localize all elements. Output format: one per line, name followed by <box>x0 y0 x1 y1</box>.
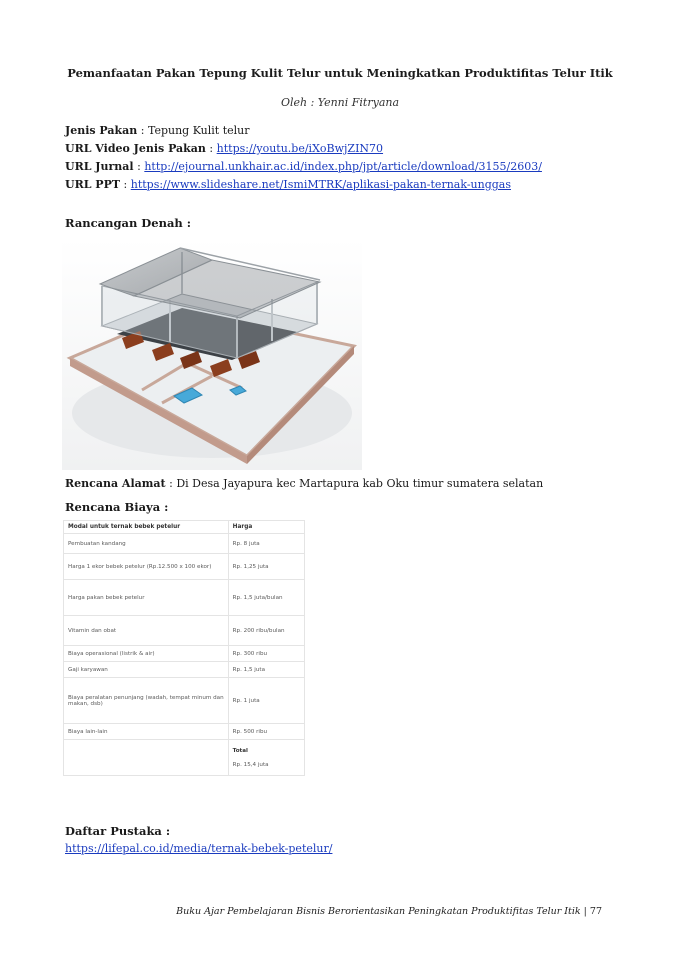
total-value: Rp. 15,4 juta <box>232 761 269 768</box>
table-cell: Rp. 200 ribu/bulan <box>228 616 304 646</box>
table-cell: Vitamin dan obat <box>64 616 229 646</box>
table-cell: Rp. 500 ribu <box>228 724 304 740</box>
table-header-row <box>64 521 305 534</box>
section-rencana-biaya: Rencana Biaya : <box>65 500 169 514</box>
video-link[interactable]: https://youtu.be/iXoBwjZIN70 <box>216 142 384 155</box>
table-row <box>64 534 305 554</box>
meta-sep: : <box>133 160 145 173</box>
meta-key: URL Video Jenis Pakan <box>65 142 206 155</box>
table-row <box>64 554 305 580</box>
table-row <box>64 662 305 678</box>
meta-url-jurnal <box>65 160 542 173</box>
table-cell-empty <box>64 740 229 776</box>
rencana-alamat <box>65 477 543 490</box>
table-cell: Pembuatan kandang <box>64 534 229 554</box>
meta-url-video <box>65 142 383 155</box>
meta-value: Tepung Kulit telur <box>147 124 250 137</box>
table-cell: Gaji karyawan <box>64 662 229 678</box>
jurnal-link[interactable]: http://ejournal.unkhair.ac.id/index.php/jpt/article/download/3155/2603/ <box>144 160 542 173</box>
table-total-row <box>64 740 305 776</box>
alamat-sep: : <box>165 477 177 490</box>
author-line: Oleh : Yenni Fitryana <box>280 96 400 109</box>
meta-key: URL Jurnal <box>65 160 134 173</box>
table-row <box>64 724 305 740</box>
table-cell: Rp. 1 juta <box>228 678 304 724</box>
table-row <box>64 616 305 646</box>
table-cell: Rp. 300 ribu <box>228 646 304 662</box>
table-cell: Biaya peralatan penunjang (wadah, tempat minum dan makan, dsb) <box>64 678 229 724</box>
meta-sep: : <box>205 142 217 155</box>
table-cell: Rp. 1,5 juta/bulan <box>228 580 304 616</box>
meta-url-ppt <box>65 178 511 191</box>
table-cell: Harga pakan bebek petelur <box>64 580 229 616</box>
meta-jenis-pakan <box>65 124 250 137</box>
meta-key: Jenis Pakan <box>65 124 138 137</box>
table-cell: Harga 1 ekor bebek petelur (Rp.12.500 x 100 ekor) <box>64 554 229 580</box>
table-header: Modal untuk ternak bebek petelur <box>64 521 229 534</box>
alamat-value: Di Desa Jayapura kec Martapura kab Oku timur sumatera selatan <box>176 477 544 490</box>
table-cell: Rp. 1,25 juta <box>228 554 304 580</box>
table-row <box>64 678 305 724</box>
meta-sep: : <box>120 178 131 191</box>
ppt-link[interactable]: https://www.slideshare.net/IsmiMTRK/aplikasi-pakan-ternak-unggas <box>130 178 511 191</box>
section-rancangan-denah: Rancangan Denah : <box>65 216 192 230</box>
document-title: Pemanfaatan Pakan Tepung Kulit Telur untuk Meningkatkan Produktifitas Telur Itik <box>67 66 613 80</box>
table-row <box>64 646 305 662</box>
table-cell: Biaya operasional (listrik & air) <box>64 646 229 662</box>
footer-sep: | <box>580 906 590 917</box>
total-label: Total <box>232 747 248 754</box>
table-cell: Rp. 1,5 juta <box>228 662 304 678</box>
meta-sep: : <box>137 124 148 137</box>
cost-table <box>63 520 305 776</box>
page-footer <box>176 906 602 917</box>
table-total-cell <box>228 740 304 776</box>
page-number: 77 <box>589 906 602 917</box>
pustaka-link[interactable]: https://lifepal.co.id/media/ternak-bebek-petelur/ <box>65 842 333 855</box>
table-header: Harga <box>228 521 304 534</box>
alamat-key: Rencana Alamat <box>65 477 166 490</box>
meta-key: URL PPT <box>65 178 121 191</box>
floor-plan-image <box>62 238 362 470</box>
footer-text: Buku Ajar Pembelajaran Bisnis Berorientasikan Peningkatan Produktifitas Telur Itik <box>176 906 581 917</box>
table-cell: Rp. 8 juta <box>228 534 304 554</box>
table-cell: Biaya lain-lain <box>64 724 229 740</box>
table-row <box>64 580 305 616</box>
floor-plan-drawing <box>62 238 362 470</box>
section-daftar-pustaka: Daftar Pustaka : <box>65 824 171 838</box>
